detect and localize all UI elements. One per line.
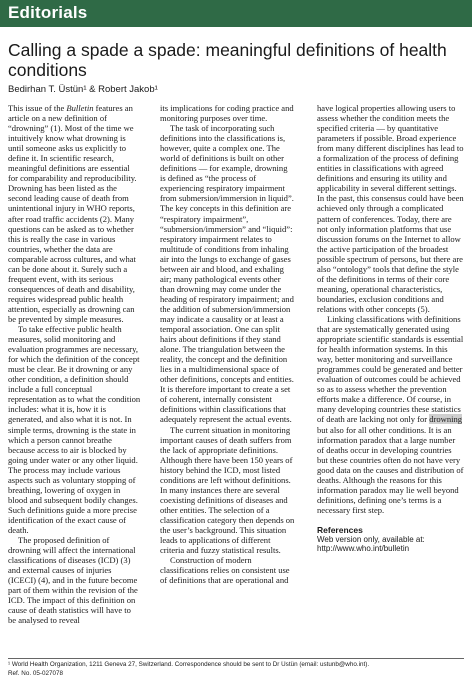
paragraph: its implications for coding practice and monitoring purposes over time.	[160, 103, 294, 124]
section-label: Editorials	[8, 3, 88, 22]
text-column-3	[317, 103, 464, 651]
paragraph: The proposed definition of drowning will affect the international classifications of diseases (ICD) (3) and external causes of injuries (ICECI) (4), and in the future become part of them within the revision of the ICD. The impact of this definition on cause of death statistics will have to be analysed to reveal	[8, 535, 138, 626]
highlighted-word: drowning	[429, 414, 463, 425]
article-authors: Bedirhan T. Üstün¹ & Robert Jakob¹	[8, 84, 158, 95]
paragraph: Construction of modern classifications relies on consistent use of definitions that are operational and	[160, 555, 290, 586]
paragraph: Linking classifications with definitions that are systematically generated using appropriate scientific standards is essential for health information systems. In this way, better monitoring and surveillance programmes could be generated and better evaluation of outcomes could be achieved so as to assess whether the prevention efforts make a difference. Of course, in many developing countries these statistics of death are lacking not only for drowning but also for all other conditions. It is an information paradox that a large number of deaths occur in developing countries but these countries often do not have very good data on the causes and distribution of deaths. Although the reasons for this information paradox may lie well beyond definitions, defining one’s terms is a necessary first step.	[317, 313, 464, 515]
footnote	[8, 661, 464, 678]
text-column-2	[160, 103, 295, 651]
footnote-ref-number: Ref. No. 05-027078	[8, 669, 63, 677]
paragraph: have logical properties allowing users to assess whether the condition meets the specified criteria — by quantitative parameters if possible. Broad experience from many different disciplines has lead to a formalization of the process of defining entities in classifications with agreed definitions and ensuring its utility and applicability in several different settings. In the past, this consensus could have been achieved only through a complicated pattern of conferences. Today, there are not only information platforms that use discussion forums on the Internet to allow the active participation of the broadest possible spectrum of persons, but there are also “ontology” tools that define the style of the definitions in terms of their core meaning, operational characteristics, boundaries, exclusion conditions and relations with other concepts (5).	[317, 103, 464, 314]
section-banner	[0, 0, 472, 27]
text-column-1	[8, 103, 141, 651]
footnote-divider	[8, 658, 464, 659]
article-title: Calling a spade a spade: meaningful definitions of health conditions	[8, 40, 447, 80]
references-text: Web version only, available at: http://www.who.int/bulletin	[317, 534, 425, 554]
footnote-affiliation: ¹ World Health Organization, 1211 Geneva 27, Switzerland. Correspondence should be sent to Dr Üstün (email: ustunb@who.int).	[8, 661, 370, 668]
paragraph: The task of incorporating such definitions into the classifications is, however, quite a complex one. The world of definitions is built on other definitions — for example, drowning is defined as “the process of experiencing respiratory impairment from submersion/immersion in liquid”. The key concepts in this definition are “respiratory impairment”, “submersion/immersion” and “liquid”: respiratory impairment relates to multitude of conditions from inhaling air into the lungs to exchange of gases between air and blood, and exhaling air; many pathological events other than drowning may come under the heading of respiratory impairment; and the addition of submersion/immersion may indicate a causality or at least a temporal association. One can split hairs about definitions if they stand alone. The triangulation between the reality, the concept and the definition lies in a multidimensional space of other definitions, concepts and entities. It is therefore important to create a set of coherent, internally consistent definitions within classifications that adequately represent the actual events.	[160, 123, 294, 425]
paragraph: The current situation in monitoring important causes of death suffers from the lack of appropriate definitions. Although there have been 150 years of history behind the ICD, most listed conditions are left without definitions. In many instances there are several coexisting definitions of diseases and other entities. The selection of a classification category then depends on the user’s background. This situation leads to applications of different criteria and fuzzy statistical results.	[160, 424, 295, 556]
references-heading: References	[317, 524, 363, 535]
paragraph: This issue of the Bulletin features an article on a new definition of “drowning” (1). Most of the time we intuitively know what drowning is until someone asks us explicitly to define it. In scientific research, meaningful definitions are essential for comparability and reproducibility. Drowning has been listed as the second leading cause of death from unintentional injury in WHO reports, after road traffic accidents (2). Many questions can be asked as to whether this is really the case in various countries, whether the data are comparable across cultures, and what can be done about it. Surely such a frequent event, with its serious consequences of death and disability, requires widespread public health attention, especially as drowning can be prevented by simple measures.	[8, 103, 137, 324]
paragraph: To take effective public health measures, solid monitoring and evaluation programmes are necessary, for which the definition of the concept must be clear. Be it drowning or any other condition, a definition should include a full conceptual representation as to what the condition includes: what it is, how it is generated, and also what it is not. In simple terms, drowning is the state in which a person cannot breathe because access to air is blocked by going under water or any other liquid. The process may include various aspects such as voluntary stopping of breathing, lowering of oxygen in blood and subsequent bodily changes. Such definitions guide a more precise identification of the exact cause of death.	[8, 324, 141, 535]
